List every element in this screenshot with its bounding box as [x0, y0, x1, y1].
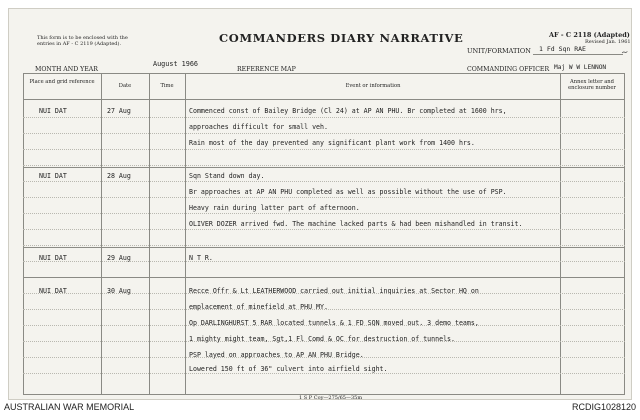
diary-sheet — [8, 8, 632, 400]
entry-date: 27 Aug — [107, 107, 131, 115]
entry-place: NUI DAT — [39, 172, 67, 180]
entry-line: Recce Offr & Lt LEATHERWOOD carried out initial inquiries at Sector HQ on — [189, 287, 479, 295]
ruled-line — [23, 213, 625, 214]
entry-line: Rain most of the day prevented any significant plant work from 1400 hrs. — [189, 139, 475, 147]
month-year-label: MONTH AND YEAR — [35, 66, 98, 73]
entry-line: N T R. — [189, 254, 213, 262]
footer-right: RCDIG1028120 — [571, 402, 636, 412]
header-rule-bottom — [23, 99, 625, 100]
ruled-line — [23, 197, 625, 198]
entry-line: Sqn Stand down day. — [189, 172, 265, 180]
entry-place: NUI DAT — [39, 107, 67, 115]
ruled-line — [23, 149, 625, 150]
entry-place: NUI DAT — [39, 287, 67, 295]
entry-line: Lowered 150 ft of 36" culvert into airfield sight. — [189, 365, 388, 373]
col-rule-1 — [101, 73, 102, 394]
unit-label: UNIT/FORMATION — [467, 47, 531, 55]
unit-value: 1 Fd Sqn RAE — [539, 45, 586, 53]
signature-mark: ~ — [620, 47, 630, 59]
ruled-line — [23, 229, 625, 230]
col-header-time: Time — [160, 83, 174, 89]
ruled-line — [23, 373, 625, 374]
col-rule-0 — [23, 73, 24, 394]
col-header-place: Place and grid reference — [29, 79, 95, 85]
reference-map-label: REFERENCE MAP — [237, 66, 296, 73]
form-note: This form is to be enclosed with the entries in AF - C 2119 (Adapted). — [37, 35, 128, 47]
entry-line: OLIVER DOZER arrived fwd. The machine lacked parts & had been mishandled in transit. — [189, 220, 523, 228]
entry-line: approaches difficult for small veh. — [189, 123, 328, 131]
col-rule-2 — [149, 73, 150, 394]
page-title: COMMANDERS DIARY NARRATIVE — [219, 31, 464, 45]
entry-separator — [23, 247, 625, 248]
ruled-line — [23, 165, 625, 166]
entry-date: 29 Aug — [107, 254, 131, 262]
header-rule-top — [23, 73, 625, 74]
entry-place: NUI DAT — [39, 254, 67, 262]
print-line: 1 S P Coy—275/65—35m — [299, 395, 363, 401]
footer-left: AUSTRALIAN WAR MEMORIAL — [4, 402, 135, 412]
entry-line: Op DARLINGHURST 5 RAR located tunnels & 1 FD SQN moved out. 3 demo teams, — [189, 319, 479, 327]
form-number: AF - C 2118 (Adapted) — [549, 31, 630, 39]
form-revised: Revised Jan. 1961 — [585, 39, 631, 45]
commanding-officer-value: Maj W W LENNON — [554, 64, 607, 71]
ruled-line — [23, 117, 625, 118]
entry-separator — [23, 167, 625, 168]
commanding-officer-label: COMMANDING OFFICER — [467, 66, 550, 73]
col-rule-5 — [624, 73, 625, 394]
col-header-date: Date — [118, 83, 132, 89]
entry-line: 1 mighty might team, Sgt,1 Fl Comd & OC for destruction of tunnels. — [189, 335, 455, 343]
entry-line: Heavy rain during latter part of afternoon. — [189, 204, 360, 212]
col-rule-4 — [560, 73, 561, 394]
entry-separator — [23, 277, 625, 278]
col-rule-3 — [185, 73, 186, 394]
ruled-line — [23, 133, 625, 134]
entry-date: 30 Aug — [107, 287, 131, 295]
month-year-value: August 1966 — [153, 60, 199, 68]
entry-line: Br approaches at AP AN PHU completed as well as possible without the use of PSP. — [189, 188, 507, 196]
unit-underline — [533, 54, 623, 55]
entry-line: PSP layed on approaches to AP AN PHU Bridge. — [189, 351, 364, 359]
ruled-line — [23, 181, 625, 182]
entry-line: Commenced const of Bailey Bridge (Cl 24) at AP AN PHU. Br completed at 1600 hrs, — [189, 107, 507, 115]
entry-date: 28 Aug — [107, 172, 131, 180]
col-header-event: Event or information — [345, 83, 401, 89]
entry-line: emplacement of minefield at PHU MY. — [189, 303, 328, 311]
col-header-annex: Annex letter and enclosure number — [568, 79, 616, 91]
ruled-line — [23, 245, 625, 246]
